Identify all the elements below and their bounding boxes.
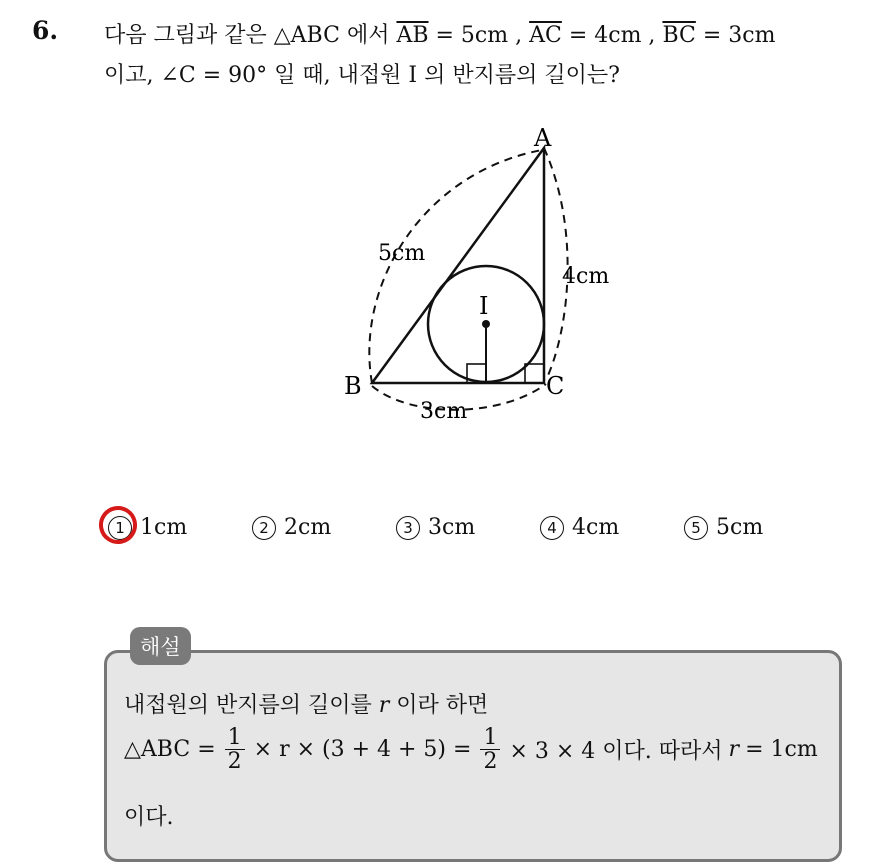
vertex-a-label: A <box>534 124 552 152</box>
choice-1-mark: 1 <box>108 516 132 540</box>
right-angle-mark-c <box>525 364 544 383</box>
choice-1-text: 1cm <box>140 515 188 540</box>
incenter-label: I <box>479 292 489 320</box>
segment-bc: $\overline{BC}$ <box>662 23 696 48</box>
explanation-equation: △ABC = $\frac{1}{2}$ × r × (3 + 4 + 5) = $\frac{1}{2}$ × 3 × 4 이다. 따라서 r = 1cm <box>124 725 818 775</box>
vertex-c-label: C <box>546 372 565 400</box>
triangle-figure <box>330 118 650 428</box>
side-ac-label: 4cm <box>562 264 610 289</box>
choice-3-text: 3cm <box>428 515 476 540</box>
question-line-1: 다음 그림과 같은 △ABC 에서 $\overline{AB} = 5cm$ , $\overline{AC} = 4cm$ , $\overline{BC} = 3cm$ <box>104 23 776 48</box>
explanation-line-3: 이다. <box>124 805 174 830</box>
choice-2[interactable] <box>252 515 396 540</box>
selected-answer-circle <box>95 502 140 547</box>
choice-4-text: 4cm <box>572 515 620 540</box>
choice-4[interactable] <box>540 515 684 540</box>
answer-choices <box>108 515 828 540</box>
explanation-tag: 해설 <box>130 627 191 665</box>
choice-3[interactable] <box>396 515 540 540</box>
fraction-half-2: $\frac{1}{2}$ <box>480 726 500 773</box>
segment-ab: $\overline{AB}$ <box>396 23 429 48</box>
segment-ac: $\overline{AC}$ <box>529 23 562 48</box>
question-line-2: 이고, ∠C = 90° 일 때, 내접원 I 의 반지름의 길이는? <box>104 63 620 88</box>
fraction-half-1: $\frac{1}{2}$ <box>225 726 245 773</box>
choice-2-mark: 2 <box>252 516 276 540</box>
explanation-line-1: 내접원의 반지름의 길이를 r 이라 하면 <box>124 693 489 718</box>
choice-4-mark: 4 <box>540 516 564 540</box>
side-ab-label: 5cm <box>378 241 426 266</box>
vertex-b-label: B <box>344 372 362 400</box>
choice-2-text: 2cm <box>284 515 332 540</box>
choice-3-mark: 3 <box>396 516 420 540</box>
choice-5-text: 5cm <box>716 515 764 540</box>
choice-1[interactable] <box>108 515 252 540</box>
choice-5[interactable] <box>684 515 828 540</box>
choice-5-mark: 5 <box>684 516 708 540</box>
side-bc-label: 3cm <box>420 399 468 424</box>
question-number: 6. <box>32 16 59 45</box>
var-r: r <box>378 693 390 718</box>
